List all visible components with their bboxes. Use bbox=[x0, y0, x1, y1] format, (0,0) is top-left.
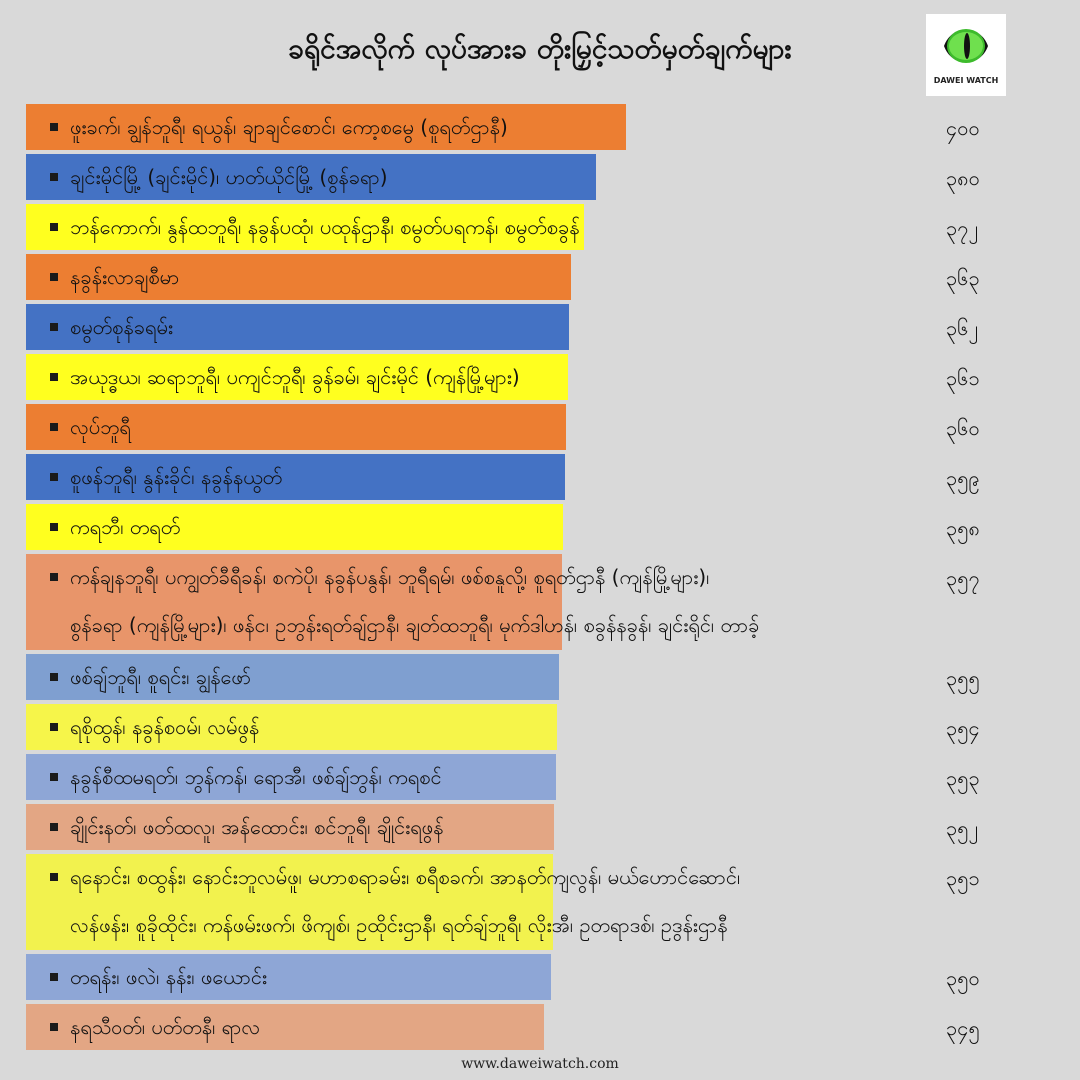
category-label: အယုဒ္ဓယ၊ ဆရာဘူရီ၊ ပကျင်ဘူရီ၊ ခွန်ခမ်၊ ချင်းမိုင် (ကျန်မြို့များ) bbox=[70, 365, 520, 389]
bullet-icon bbox=[50, 323, 58, 331]
bullet-icon bbox=[50, 373, 58, 381]
category-label: ချိုင်းနတ်၊ ဖတ်ထလူ၊ အန်ထောင်း၊ စင်ဘူရီ၊ ချိုင်းရဖွန် bbox=[70, 815, 444, 839]
category-label: ကန်ချနဘူရီ၊ ပကျွတ်ခီရီခန်၊ စကဲပို၊ နခွန်ပနွန်၊ ဘူရီရမ်၊ ဖစ်စနူလို့၊ စူရတ်ဌာနီ (ကျန်မြို့များ)၊ bbox=[70, 565, 710, 589]
value-label: ၃၆၃ bbox=[946, 266, 980, 290]
category-label: နရသီဝတ်၊ ပတ်တနီ၊ ရာလ bbox=[70, 1015, 261, 1039]
bullet-icon bbox=[50, 1023, 58, 1031]
value-label: ၃၆၂ bbox=[946, 316, 979, 340]
category-label: ရစိုထွန်၊ နခွန်စဝမ်၊ လမ်ဖွန် bbox=[70, 715, 260, 739]
category-label: ရနောင်း၊ စထွန်း၊ နောင်းဘူလမ်ဖူ၊ မဟာစရာခမ်း၊ စရီစခက်၊ အာနတ်ကျလွန်၊ မယ်ဟောင်ဆောင်၊ bbox=[70, 865, 741, 889]
category-label: လန်ဖန်း၊ စူခိုထိုင်း၊ ကန်ဖမ်းဖက်၊ ဖိကျစ်၊ ဥထိုင်းဌာနီ၊ ရတ်ချ်ဘူရီ၊ လိုးအီ၊ ဥတရာဒစ်၊ ဥဒွန်းဌာနီ bbox=[70, 913, 728, 937]
logo-text: DAWEI WATCH bbox=[933, 76, 999, 85]
page-title: ခရိုင်အလိုက် လုပ်အားခ တိုးမြှင့်သတ်မှတ်ချက်များ bbox=[288, 32, 792, 65]
bullet-icon bbox=[50, 823, 58, 831]
value-label: ၃၅၇ bbox=[946, 566, 980, 590]
value-label: ၃၅၂ bbox=[946, 816, 979, 840]
bullet-icon bbox=[50, 123, 58, 131]
bullet-icon bbox=[50, 473, 58, 481]
bullet-icon bbox=[50, 773, 58, 781]
value-label: ၃၆၁ bbox=[946, 366, 980, 390]
category-label: ဖူးခက်၊ ချွန်ဘူရီ၊ ရယွန်၊ ချာချင်စောင်၊ ကော့စမွေ (စူရတ်ဌာနီ) bbox=[70, 115, 508, 139]
bullet-icon bbox=[50, 173, 58, 181]
value-label: ၃၅၁ bbox=[946, 866, 980, 890]
value-label: ၄၀၀ bbox=[946, 116, 980, 140]
value-label: ၃၄၅ bbox=[946, 1016, 980, 1040]
value-label: ၃၅၉ bbox=[946, 466, 980, 490]
bullet-icon bbox=[50, 223, 58, 231]
category-label: ဖစ်ချ်ဘူရီ၊ စူရင်း၊ ချွန်ဖော် bbox=[70, 665, 252, 689]
bullet-icon bbox=[50, 523, 58, 531]
bullet-icon bbox=[50, 673, 58, 681]
category-label: စူဖန်ဘူရီ၊ နွန်းခိုင်၊ နခွန်နယွတ် bbox=[70, 465, 283, 489]
value-label: ၃၅၄ bbox=[946, 716, 980, 740]
category-label: စမွတ်စုန်ခရမ်း bbox=[70, 315, 173, 339]
value-label: ၃၇၂ bbox=[946, 216, 979, 240]
value-label: ၃၅၃ bbox=[946, 766, 980, 790]
bullet-icon bbox=[50, 573, 58, 581]
category-label: ကရဘီ၊ တရတ် bbox=[70, 515, 181, 539]
bullet-icon bbox=[50, 973, 58, 981]
value-label: ၃၅၀ bbox=[946, 966, 980, 990]
category-label: ချင်းမိုင်မြို့ (ချင်းမိုင်)၊ ဟတ်ယိုင်မြို့ (စွန်ခရာ) bbox=[70, 165, 388, 189]
category-label: နခွန်စီထမရတ်၊ ဘွန်ကန်၊ ရောအီ၊ ဖစ်ချ်ဘွန်၊ ကရစင် bbox=[70, 765, 442, 789]
bullet-icon bbox=[50, 423, 58, 431]
value-label: ၃၅၅ bbox=[946, 666, 980, 690]
category-label: စွန်ခရာ (ကျန်မြို့များ)၊ ဖန်င၊ ဥဘွန်းရတ်ချ်ဌာနီ၊ ချတ်ထဘူရီ၊ မုက်ဒါဟန်၊ စခွန်နခွန်၊ ချင်းရိုင်၊ တာခ့် bbox=[70, 613, 760, 637]
category-label: တရန်း၊ ဖလဲ၊ နန်း၊ ဖယောင်း bbox=[70, 965, 268, 989]
category-label: လုပ်ဘူရီ bbox=[70, 415, 131, 439]
footer-url: www.daweiwatch.com bbox=[461, 1056, 619, 1072]
value-label: ၃၅၈ bbox=[946, 516, 980, 540]
bullet-icon bbox=[50, 273, 58, 281]
bullet-icon bbox=[50, 723, 58, 731]
value-label: ၃၈၀ bbox=[946, 166, 980, 190]
category-label: ဘန်ကောက်၊ နွန်ထဘူရီ၊ နခွန်ပထုံ၊ ပထုန်ဌာနီ၊ စမွတ်ပရကန်၊ စမွတ်စခွန် bbox=[70, 215, 580, 239]
bullet-icon bbox=[50, 873, 58, 881]
value-label: ၃၆၀ bbox=[946, 416, 980, 440]
category-label: နခွန်းလာချစီမာ bbox=[70, 265, 180, 289]
